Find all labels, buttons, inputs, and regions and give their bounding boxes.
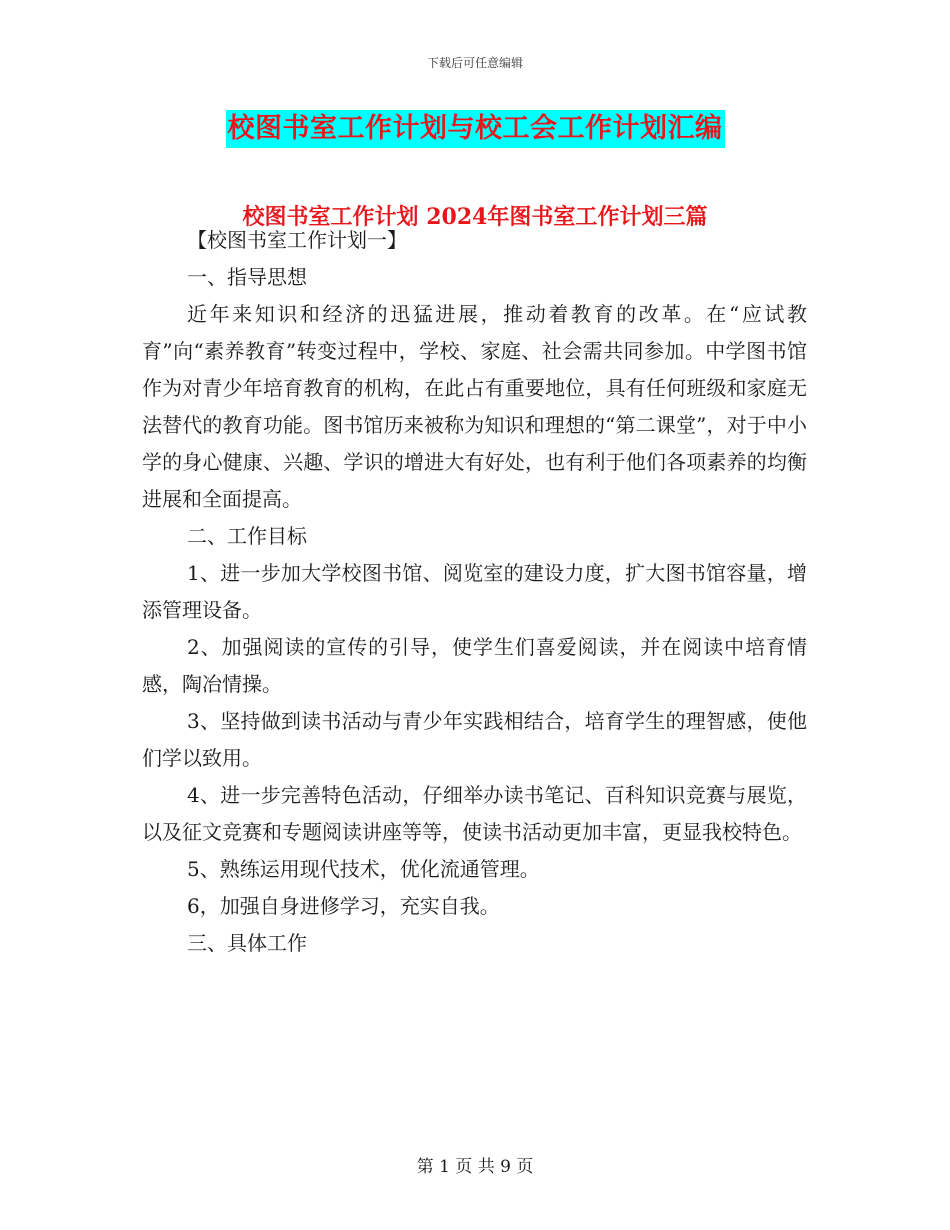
main-title-container (0, 110, 950, 148)
goal-item-5: 5、熟练运用现代技术，优化流通管理。 (187, 857, 540, 881)
goal-item-4: 4、进一步完善特色活动，仔细举办读书笔记、百科知识竞赛与展览，以及征文竞赛和专题阅读讲座等等，使读书活动更加丰富，更显我校特色。 (142, 783, 807, 844)
section-title: 校图书室工作计划 2024年图书室工作计划三篇 (242, 204, 708, 230)
paragraph-ideology-body: 近年来知识和经济的迅猛进展，推动着教育的改革。在“应试教育”向“素养教育”转变过程中，学校、家庭、社会需共同参加。中学图书馆作为对青少年培育教育的机构，在此占有重要地位，具有任何班级和家庭无法替代的教育功能。图书馆历来被称为知识和理想的“第二课堂”，对于中小学的身心健康、兴趣、学识的增进大有好处，也有利于他们各项素养的均衡进展和全面提高。 (142, 302, 807, 511)
section-heading-plan-one: 【校图书室工作计划一】 (187, 228, 407, 252)
page-number-footer: 第 1 页 共 9 页 (416, 1157, 534, 1177)
heading-guiding-ideology: 一、指导思想 (187, 265, 307, 289)
heading-specific-work: 三、具体工作 (187, 931, 307, 955)
heading-work-goals: 二、工作目标 (187, 524, 307, 548)
page-header-note: 下载后可任意编辑 (426, 56, 523, 70)
goal-item-6: 6，加强自身进修学习，充实自我。 (187, 894, 500, 918)
goal-item-3: 3、坚持做到读书活动与青少年实践相结合，培育学生的理智感，使他们学以致用。 (142, 709, 807, 770)
document-body (142, 222, 807, 962)
document-main-title: 校图书室工作计划与校工会工作计划汇编 (226, 110, 725, 148)
goal-item-1: 1、进一步加大学校图书馆、阅览室的建设力度，扩大图书馆容量，增添管理设备。 (142, 561, 807, 622)
goal-item-2: 2、加强阅读的宣传的引导，使学生们喜爱阅读，并在阅读中培育情感，陶冶情操。 (142, 635, 807, 696)
